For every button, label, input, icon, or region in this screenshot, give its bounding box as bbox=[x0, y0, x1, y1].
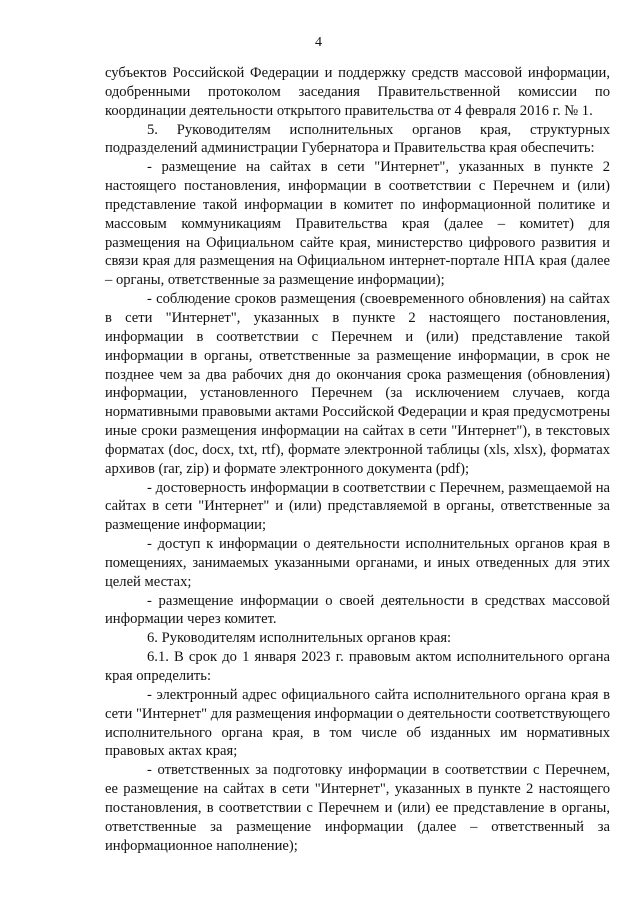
document-body bbox=[105, 64, 610, 855]
paragraph-item-5: 5. Руководителям исполнительных органов края, структурных подразделений администрации Губернатора и Правительства края обеспечить: bbox=[105, 121, 610, 157]
paragraph-bullet-media: - размещение информации о своей деятельности в средствах массовой информации через комитет. bbox=[105, 592, 610, 628]
page-number: 4 bbox=[315, 35, 322, 50]
paragraph-bullet-email-address: - электронный адрес официального сайта исполнительного органа края в сети "Интернет" для размещения информации о деятельности соответствующего исполнительного органа края, в том числе об изданных им нормативных правовых актах края; bbox=[105, 686, 610, 760]
paragraph-bullet-reliability: - достоверность информации в соответствии с Перечнем, размещаемой на сайтах в сети "Интернет" и (или) представляемой в органы, ответственные за размещение информации; bbox=[105, 479, 610, 534]
paragraph-item-6: 6. Руководителям исполнительных органов края: bbox=[147, 630, 452, 647]
paragraph-bullet-responsible: - ответственных за подготовку информации в соответствии с Перечнем, ее размещение на сайтах в сети "Интернет", указанных в пункте 2 настоящего постановления, в соответствии с Перечнем и (или) ее представление в органы, ответственные за размещение информации (далее – ответственный за информационное наполнение); bbox=[105, 762, 610, 854]
paragraph-bullet-placement: - размещение на сайтах в сети "Интернет", указанных в пункте 2 настоящего постановления, информации в соответствии с Перечнем и (или) представление такой информации в комитет по информационной политике и массовым коммуникациям Правительства края (далее – комитет) для размещения на Официальном сайте края, министерство цифрового развития и связи края для размещения на Официальном интернет-портале НПА края (далее – органы, ответственные за размещение информации); bbox=[105, 159, 610, 289]
paragraph-bullet-access: - доступ к информации о деятельности исполнительных органов края в помещениях, занимаемых указанными органами, и иных отведенных для этих целей местах; bbox=[105, 536, 610, 590]
paragraph-bullet-deadlines: - соблюдение сроков размещения (своевременного обновления) на сайтах в сети "Интернет", указанных в пункте 2 настоящего постановления, информации в соответствии с Перечнем и (или) представление такой информации в органы, ответственные за размещение информации, в срок не позднее чем за два рабочих дня до окончания срока размещения (обновления) информации, установленного Перечнем (за исключением случаев, когда нормативными правовыми актами Российской Федерации и края предусмотрены иные сроки размещения информации на сайтах в сети "Интернет"), в текстовых форматах (doc, docx, txt, rtf), формате электронной таблицы (xls, xlsx), форматах архивов (rar, zip) и формате электронного документа (pdf); bbox=[105, 291, 610, 477]
paragraph-continuation: субъектов Российской Федерации и поддержку средств массовой информации, одобренными протоколом заседания Правительственной комиссии по координации деятельности открытого правительства от 4 февраля 2016 г. № 1. bbox=[105, 65, 610, 119]
paragraph-item-6-1: 6.1. В срок до 1 января 2023 г. правовым актом исполнительного органа края определить: bbox=[105, 649, 610, 684]
